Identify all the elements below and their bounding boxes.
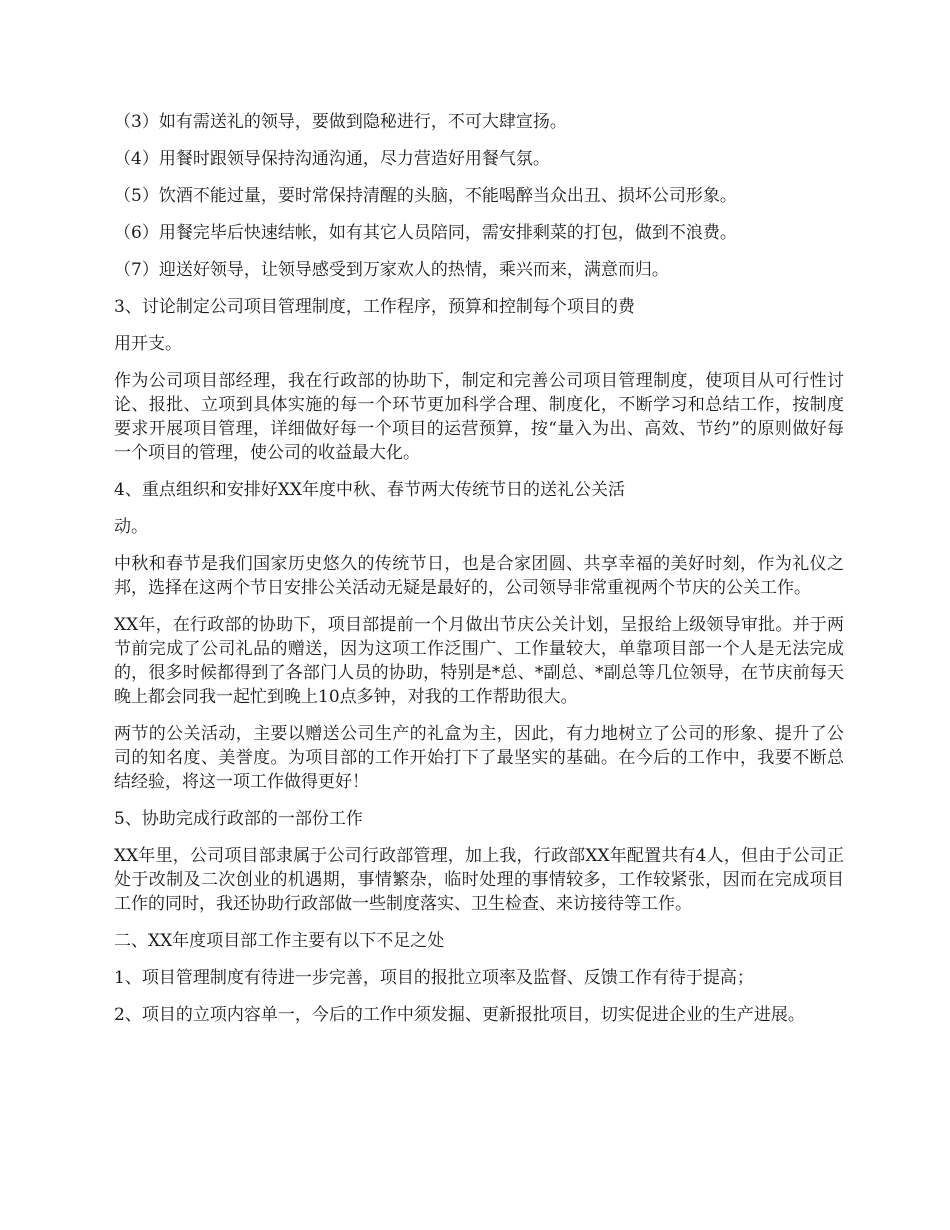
section-heading-5: 5、协助完成行政部的一部份工作 — [114, 809, 363, 829]
paragraph-item-7: （7）迎送好领导，让领导感受到万家欢人的热情，乘兴而来，满意而归。 — [114, 260, 669, 280]
section-heading-4-continued: 动。 — [114, 517, 148, 537]
section-heading-3-continued: 用开支。 — [114, 334, 182, 354]
section-heading-shortcomings: 二、XX年度项目部工作主要有以下不足之处 — [114, 931, 445, 951]
paragraph-item-4: （4）用餐时跟领导保持沟通沟通，尽力营造好用餐气氛。 — [114, 149, 550, 169]
paragraph-project-management: 作为公司项目部经理，我在行政部的协助下，制定和完善公司项目管理制度，使项目从可行性讨论、报批、立项到具体实施的每一个环节更加科学合理、制度化，不断学习和总结工作，按制度要求开展项目管理，详细做好每一个项目的运营预算，按“量入为出、高效、节约”的原则做好每一个项目的管理，使公司的收益最大化。 — [114, 371, 844, 463]
paragraph-item-5: （5）饮酒不能过量，要时常保持清醒的头脑，不能喝醉当众出丑、损坏公司形象。 — [114, 186, 737, 206]
paragraph-pr-plan: XX年，在行政部的协助下，项目部提前一个月做出节庆公关计划，呈报给上级领导审批。并于两节前完成了公司礼品的赠送，因为这项工作泛围广、工作量较大，单靠项目部一个人是无法完成的，很多时候都得到了各部门人员的协助，特别是*总、*副总、*副总等几位领导，在节庆前每天晚上都会同我一起忙到晚上10点多钟，对我的工作帮助很大。 — [114, 615, 844, 707]
paragraph-pr-result: 两节的公关活动，主要以赠送公司生产的礼盒为主，因此，有力地树立了公司的形象、提升了公司的知名度、美誉度。为项目部的工作开始打下了最坚实的基础。在今后的工作中，我要不断总结经验，将这一项工作做得更好！ — [114, 724, 844, 792]
section-heading-4: 4、重点组织和安排好XX年度中秋、春节两大传统节日的送礼公关活 — [114, 480, 626, 500]
shortcoming-item-2: 2、项目的立项内容单一，今后的工作中须发掘、更新报批项目，切实促进企业的生产进展。 — [114, 1005, 805, 1025]
paragraph-festivals: 中秋和春节是我们国家历史悠久的传统节日，也是合家团圆、共享幸福的美好时刻，作为礼仪之邦，选择在这两个节日安排公关活动无疑是最好的，公司领导非常重视两个节庆的公关工作。 — [114, 554, 844, 598]
paragraph-item-3: （3）如有需送礼的领导，要做到隐秘进行，不可大肆宣扬。 — [114, 112, 567, 132]
paragraph-item-6: （6）用餐完毕后快速结帐，如有其它人员陪同，需安排剩菜的打包，做到不浪费。 — [114, 223, 737, 243]
section-heading-3: 3、讨论制定公司项目管理制度，工作程序，预算和控制每个项目的费 — [114, 297, 635, 317]
document-body — [114, 110, 844, 1027]
shortcoming-item-1: 1、项目管理制度有待进一步完善，项目的报批立项率及监督、反馈工作有待于提高； — [114, 968, 754, 988]
paragraph-admin-support: XX年里，公司项目部隶属于公司行政部管理，加上我，行政部XX年配置共有4人，但由于公司正处于改制及二次创业的机遇期，事情繁杂，临时处理的事情较多，工作较紧张，因而在完成项目工作的同时，我还协助行政部做一些制度落实、卫生检查、来访接待等工作。 — [114, 846, 844, 914]
